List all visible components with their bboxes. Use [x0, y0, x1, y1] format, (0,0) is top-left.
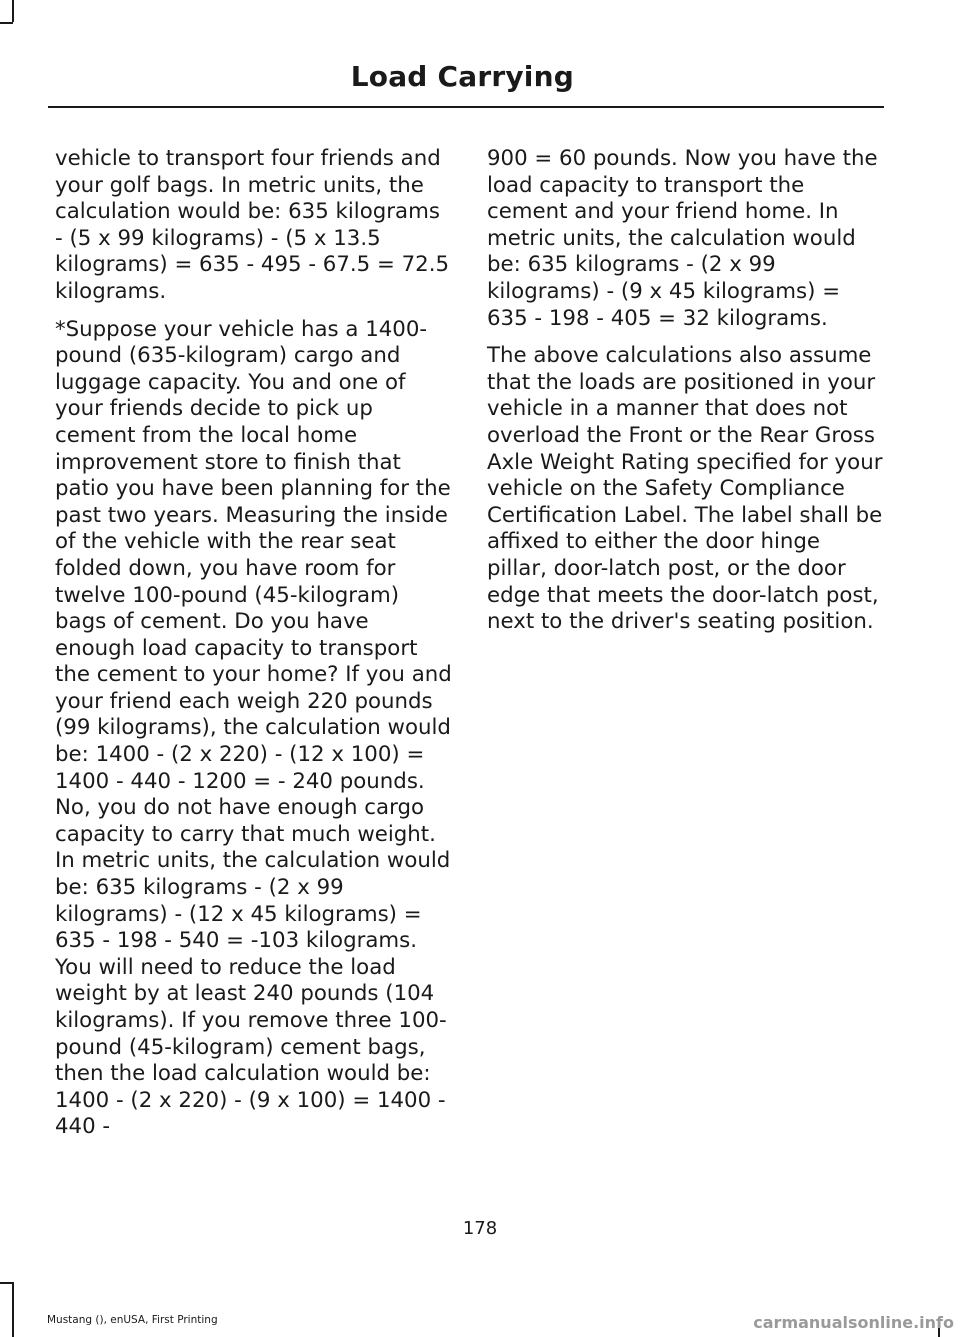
crop-mark-bottom-left	[12, 1282, 14, 1337]
crop-mark-bottom-left-h	[0, 1282, 13, 1284]
page-number: 178	[462, 1218, 498, 1239]
crop-mark-top-left	[12, 0, 14, 22]
paragraph: The above calculations also assume that the loads are positioned in your vehicle in a manner that does not overload the Front or the Rear Gross Axle Weight Rating specified for your vehicle on the Safety Compliance Certification Label. The label shall be affixed to either the door hinge pillar, door-latch post, or the door edge that meets the door-latch post, next to the driver's seating position.	[487, 343, 883, 635]
header-divider	[48, 106, 884, 108]
page-title: Load Carrying	[350, 60, 574, 93]
crop-mark-top-left-h	[0, 22, 13, 24]
paragraph: vehicle to transport four friends and your golf bags. In metric units, the calculation would be: 635 kilograms - (5 x 99 kilograms) - (5 x 13.5 kilograms) = 635 - 495 - 67.5 = 72.5 kilograms.	[55, 146, 450, 304]
watermark: carmanualsonline.info	[753, 1313, 954, 1332]
paragraph: 900 = 60 pounds. Now you have the load capacity to transport the cement and your friend home. In metric units, the calculation would be: 635 kilograms - (2 x 99 kilograms) - (9 x 45 kilograms) = 635 - 198 - 405 = 32 kilograms.	[487, 146, 878, 331]
right-column	[487, 146, 885, 647]
edition-info: Mustang (), enUSA, First Printing	[47, 1314, 218, 1326]
paragraph: *Suppose your vehicle has a 1400-pound (635-kilogram) cargo and luggage capacity. You and one of your friends decide to pick up cement from the local home improvement store to finish that patio you have been planning for the past two years. Measuring the inside of the vehicle with the rear seat folded down, you have room for twelve 100-pound (45-kilogram) bags of cement. Do you have enough load capacity to transport the cement to your home? If you and your friend each weigh 220 pounds (99 kilograms), the calculation would be: 1400 - (2 x 220) - (12 x 100) = 1400 - 440 - 1200 = - 240 pounds. No, you do not have enough cargo capacity to carry that much weight. In metric units, the calculation would be: 635 kilograms - (2 x 99 kilograms) - (12 x 45 kilograms) = 635 - 198 - 540 = -103 kilograms. You will need to reduce the load weight by at least 240 pounds (104 kilograms). If you remove three 100-pound (45-kilogram) cement bags, then the load calculation would be: 1400 - (2 x 220) - (9 x 100) = 1400 - 440 -	[55, 316, 452, 1140]
left-column	[55, 146, 453, 1152]
